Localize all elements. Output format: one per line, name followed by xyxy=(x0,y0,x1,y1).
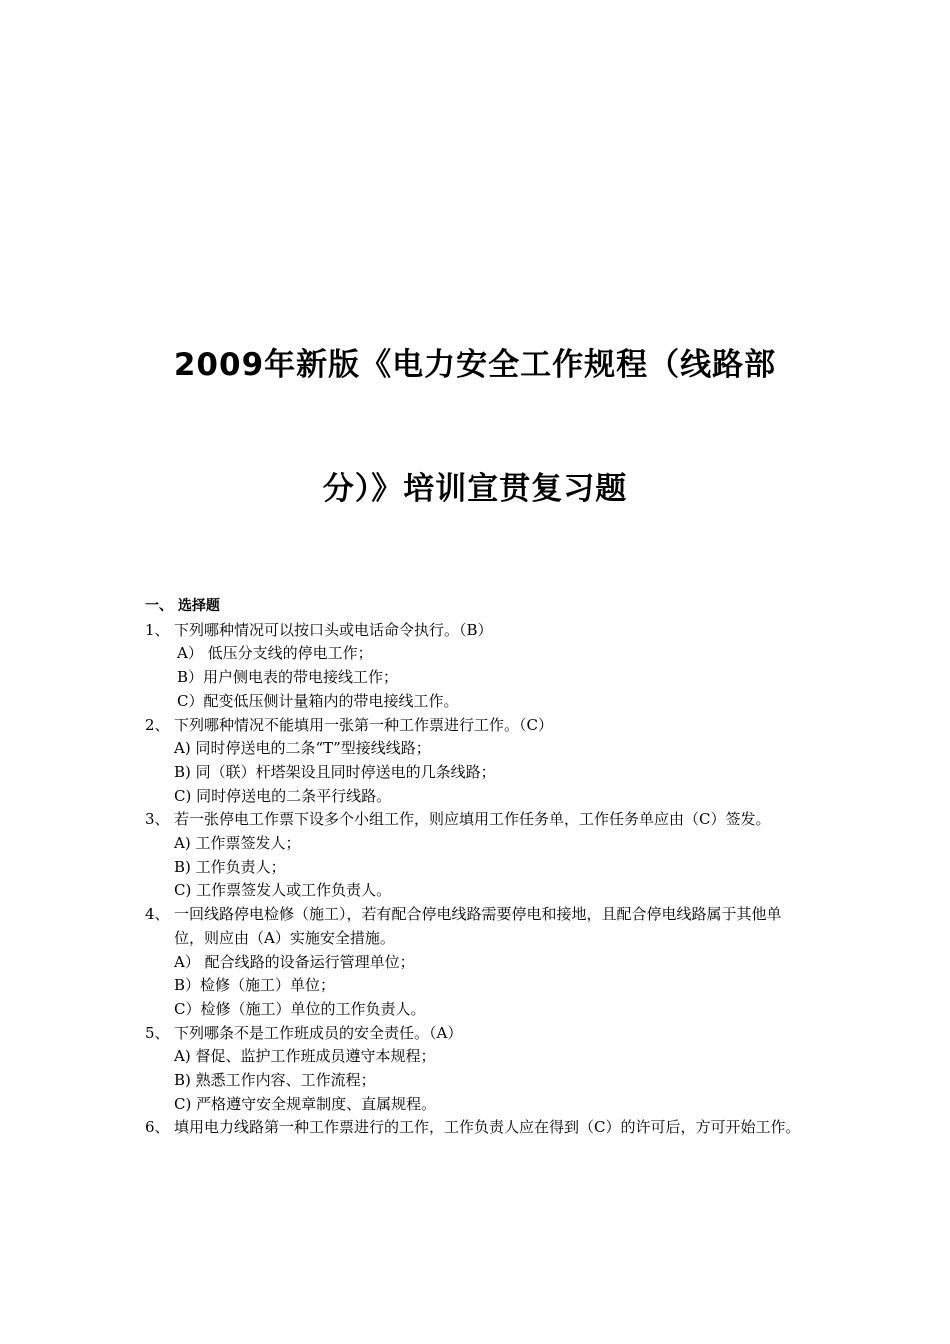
question-text: 填用电力线路第一种工作票进行的工作，工作负责人应在得到（C）的许可后，方可开始工作。 xyxy=(174,1118,801,1137)
question-number: 1、 xyxy=(145,620,170,639)
option-a: A) 工作票签发人； xyxy=(174,834,301,853)
option-c: C）检修（施工）单位的工作负责人。 xyxy=(174,999,426,1018)
option-b: B) 工作负责人； xyxy=(174,857,286,876)
document-body xyxy=(145,595,810,1140)
question-number: 5、 xyxy=(145,1023,170,1042)
question-1 xyxy=(145,619,810,714)
question-5 xyxy=(145,1022,810,1117)
option-c: C) 工作票签发人或工作负责人。 xyxy=(174,881,392,900)
option-b: B）用户侧电表的带电接线工作； xyxy=(177,668,399,687)
question-3 xyxy=(145,808,810,903)
option-c: C）配变低压侧计量箱内的带电接线工作。 xyxy=(177,691,459,710)
option-b: B) 同（联）杆塔架设且同时停送电的几条线路； xyxy=(174,762,496,781)
option-c: C) 同时停送电的二条平行线路。 xyxy=(174,786,392,805)
question-number: 4、 xyxy=(145,905,170,924)
option-a: A) 督促、监护工作班成员遵守本规程； xyxy=(174,1047,436,1066)
question-4 xyxy=(145,903,810,1022)
option-b: B) 熟悉工作内容、工作流程； xyxy=(174,1071,376,1090)
question-text: 下列哪种情况不能填用一张第一种工作票进行工作。（C） xyxy=(174,715,553,734)
section-heading: 一、 选择题 xyxy=(145,598,220,614)
option-a: A） 低压分支线的停电工作； xyxy=(177,644,373,663)
option-c: C) 严格遵守安全规章制度、直属规程。 xyxy=(174,1094,437,1113)
question-number: 3、 xyxy=(145,810,170,829)
question-2 xyxy=(145,714,810,809)
question-text: 下列哪条不是工作班成员的安全责任。（A） xyxy=(174,1023,463,1042)
document-title-line-1: 2009年新版《电力安全工作规程（线路部 xyxy=(173,347,777,383)
question-6 xyxy=(145,1116,810,1140)
option-a: A） 配合线路的设备运行管理单位； xyxy=(174,952,415,971)
option-b: B）检修（施工）单位； xyxy=(174,976,336,995)
question-text: 一回线路停电检修（施工），若有配合停电线路需要停电和接地，且配合停电线路属于其他单位，则应由（A）实施安全措施。 xyxy=(174,905,782,947)
option-a: A) 同时停送电的二条“T”型接线线路； xyxy=(174,739,431,758)
question-text: 若一张停电工作票下设多个小组工作，则应填用工作任务单，工作任务单应由（C）签发。 xyxy=(174,810,771,829)
question-number: 6、 xyxy=(145,1118,170,1137)
question-number: 2、 xyxy=(145,715,170,734)
document-title-line-2: 分）》培训宣贯复习题 xyxy=(322,471,628,507)
question-text: 下列哪种情况可以按口头或电话命令执行。（B） xyxy=(174,620,493,639)
